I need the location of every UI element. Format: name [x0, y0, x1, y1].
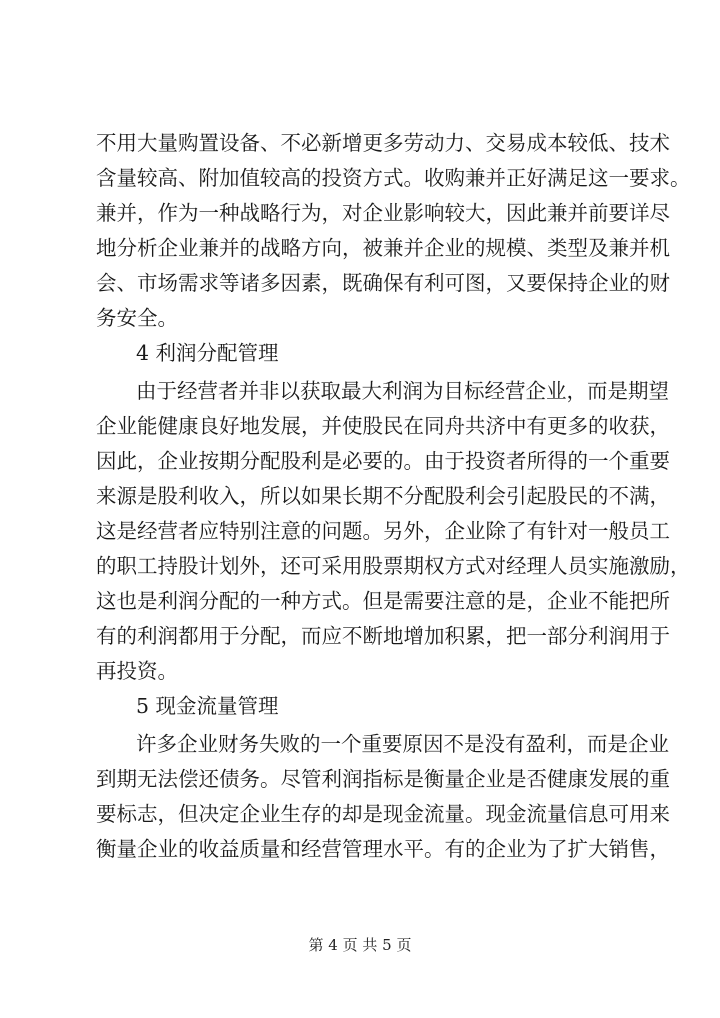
paragraph-line: 企业能健康良好地发展，并使股民在同舟共济中有更多的收获，	[96, 414, 670, 438]
paragraph-line: 因此，企业按期分配股利是必要的。由于投资者所得的一个重要	[96, 449, 670, 473]
paragraph-line: 兼并，作为一种战略行为，对企业影响较大，因此兼并前要详尽	[96, 201, 670, 225]
paragraph-line: 许多企业财务失败的一个重要原因不是没有盈利，而是企业	[136, 732, 669, 756]
paragraph-line: 的职工持股计划外，还可采用股票期权方式对经理人员实施激励，	[96, 554, 691, 578]
paragraph-line: 衡量企业的收益质量和经营管理水平。有的企业为了扩大销售，	[96, 837, 670, 861]
paragraph-line: 由于经营者并非以获取最大利润为目标经营企业，而是期望	[136, 379, 669, 403]
paragraph-line: 来源是股利收入，所以如果长期不分配股利会引起股民的不满，	[96, 484, 670, 508]
paragraph-line: 会、市场需求等诸多因素，既确保有利可图，又要保持企业的财	[96, 271, 670, 295]
paragraph-line: 再投资。	[96, 659, 178, 683]
section-heading: 5 现金流量管理	[136, 694, 279, 718]
paragraph-line: 地分析企业兼并的战略方向，被兼并企业的规模、类型及兼并机	[96, 236, 670, 260]
paragraph-line: 这也是利润分配的一种方式。但是需要注意的是，企业不能把所	[96, 589, 670, 613]
paragraph-line: 有的利润都用于分配，而应不断地增加积累，把一部分利润用于	[96, 624, 670, 648]
paragraph-line: 这是经营者应特别注意的问题。另外，企业除了有针对一般员工	[96, 519, 670, 543]
page-number: 第 4 页 共 5 页	[308, 936, 412, 954]
section-heading: 4 利润分配管理	[136, 341, 279, 365]
paragraph-line: 要标志，但决定企业生存的却是现金流量。现金流量信息可用来	[96, 802, 670, 826]
paragraph-line: 务安全。	[96, 306, 178, 330]
paragraph-line: 到期无法偿还债务。尽管利润指标是衡量企业是否健康发展的重	[96, 767, 670, 791]
paragraph-line: 含量较高、附加值较高的投资方式。收购兼并正好满足这一要求。	[96, 166, 691, 190]
paragraph-line: 不用大量购置设备、不必新增更多劳动力、交易成本较低、技术	[96, 131, 670, 155]
